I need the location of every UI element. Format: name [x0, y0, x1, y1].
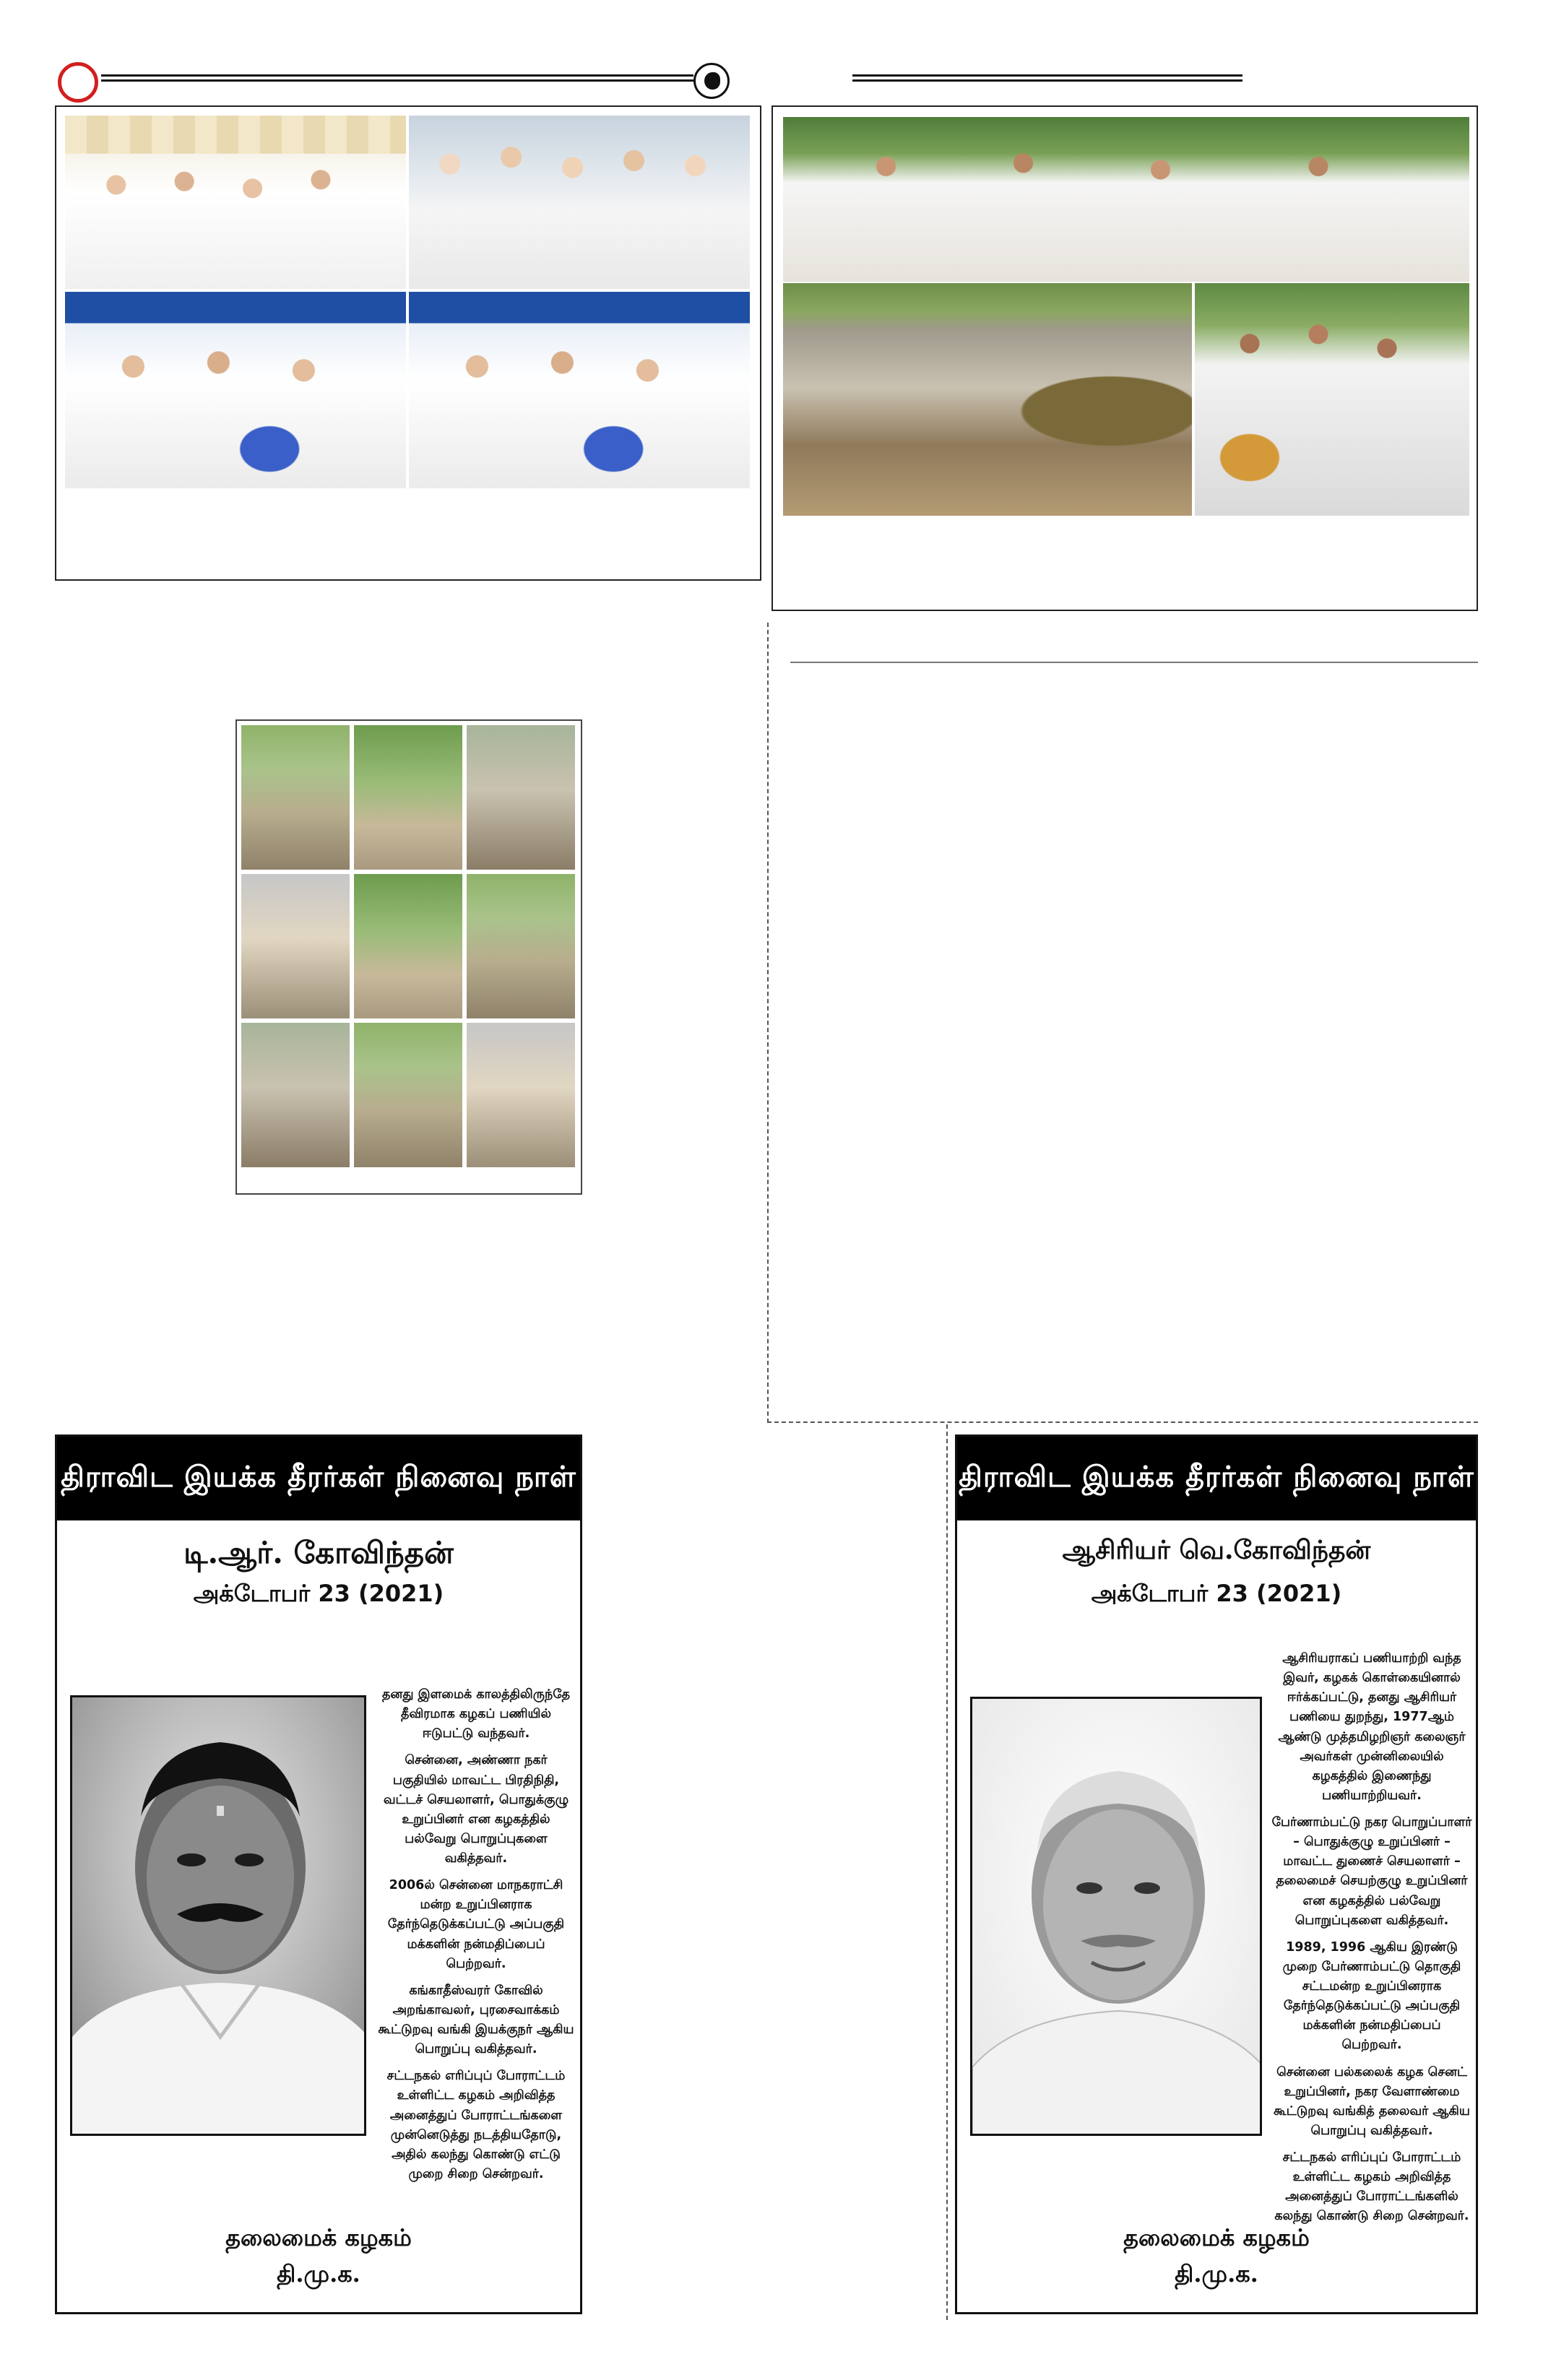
memorial-name: டி.ஆர். கோவிந்தன்	[183, 1535, 454, 1570]
memorial-footer-party: தி.மு.க.	[1175, 2260, 1258, 2288]
memorial-footer-org: தலைமைக் கழகம்	[225, 2224, 412, 2251]
portrait-photo	[70, 1695, 366, 2136]
memorial-date: அக்டோபர் 23 (2021)	[1091, 1580, 1342, 1607]
memorial-box-1	[55, 1435, 582, 2314]
grid-photo-8	[354, 1023, 462, 1167]
memorial-bio	[378, 1685, 574, 2191]
bio-paragraph: தனது இளமைக் காலத்திலிருந்தே தீவிரமாக கழகப் பணியில் ஈடுபட்டு வந்தவர்.	[381, 1687, 571, 1741]
masthead-rule-left	[101, 74, 693, 82]
grid-photo-2	[354, 725, 462, 870]
memorial-box-2	[955, 1435, 1478, 2314]
bio-paragraph: சென்னை, அண்ணா நகர் பகுதியில் மாவட்ட பிரதிநிதி, வட்டச் செயலாளர், பொதுக்குழு உறுப்பினர் என கழகத்தில் பல்வேறு பொறுப்புகளை வகித்தவர்.	[383, 1753, 569, 1866]
photo-frame-left	[55, 105, 761, 581]
bio-paragraph: ஆசிரியராகப் பணியாற்றி வந்த இவர், கழகக் கொள்கையினால் ஈர்க்கப்பட்டு, தனது ஆசிரியர் பணியை துறந்து, 1977ஆம் ஆண்டு முத்தமிழறிஞர் கலைஞர் அவர்கள் முன்னிலையில் கழகத்தில் இணைந்து பணியாற்றியவர்.	[1278, 1651, 1466, 1803]
memorial-name: ஆசிரியர் வெ.கோவிந்தன்	[1062, 1535, 1371, 1565]
grid-photo-6	[467, 874, 575, 1018]
grid-photo-5	[354, 874, 462, 1018]
photo-inspection-2	[1195, 283, 1469, 516]
bio-paragraph: 2006ல் சென்னை மாநகராட்சி மன்ற உறுப்பினராக தேர்ந்தெடுக்கப்பட்டு அப்பகுதி மக்களின் நன்மதிப்பைப் பெற்றவர்.	[387, 1878, 565, 1971]
column-divider-lower	[946, 1424, 948, 2320]
photo-event-1	[65, 116, 406, 289]
column-divider-upper	[767, 623, 769, 1423]
bio-paragraph: கங்காதீஸ்வரர் கோவில் அறங்காவலர், புரசைவாக்கம் கூட்டுறவு வங்கி இயக்குநர் ஆகிய பொறுப்பு வகித்தவர்.	[378, 1983, 574, 2057]
photo-grid-frame	[235, 719, 582, 1195]
photo-event-2	[409, 116, 750, 289]
bio-paragraph: 1989, 1996 ஆகிய இரண்டு முறை பேர்ணாம்பட்டு தொகுதி சட்டமன்ற உறுப்பினராக தேர்ந்தெடுக்கப்பட்டு அப்பகுதி மக்களின் நன்மதிப்பைப் பெற்றவர்.	[1282, 1939, 1461, 2053]
photo-frame-right	[772, 105, 1478, 611]
grid-photo-4	[241, 874, 350, 1018]
memorial-footer-org: தலைமைக் கழகம்	[1123, 2224, 1310, 2251]
section-divider	[767, 1421, 1478, 1423]
emblem-icon	[693, 63, 730, 99]
photo-inspection-1	[783, 117, 1469, 282]
portrait-illustration	[972, 1699, 1262, 2136]
bio-paragraph: சட்டநகல் எரிப்புப் போராட்டம் உள்ளிட்ட கழகம் அறிவித்த அனைத்துப் போராட்டங்களை முன்னெடுத்து நடத்தியதோடு, அதில் கலந்து கொண்டு எட்டு முறை சிறை சென்றவர்.	[386, 2069, 566, 2181]
bio-paragraph: சட்டநகல் எரிப்புப் போராட்டம் உள்ளிட்ட கழகம் அறிவித்த அனைத்துப் போராட்டங்களில் கலந்து கொண்டு சிறை சென்றவர்.	[1274, 2150, 1469, 2224]
bio-paragraph: சென்னை பல்கலைக் கழக செனட் உறுப்பினர், நகர வேளாண்மை கூட்டுறவு வங்கித் தலைவர் ஆகிய பொறுப்பு வகித்தவர்.	[1274, 2064, 1470, 2138]
memorial-header: திராவிட இயக்க தீரர்கள் நினைவு நாள்	[57, 1437, 580, 1520]
photo-event-4	[409, 292, 750, 488]
memorial-bio	[1271, 1649, 1473, 2234]
memorial-date: அக்டோபர் 23 (2021)	[193, 1580, 444, 1607]
masthead-rule-right	[852, 74, 1242, 82]
grid-photo-7	[241, 1023, 350, 1167]
bio-paragraph: பேர்ணாம்பட்டு நகர பொறுப்பாளர் – பொதுக்குழு உறுப்பினர் – மாவட்ட துணைச் செயலாளர் – தலைமைச் செயற்குழு உறுப்பினர் என கழகத்தில் பல்வேறு பொறுப்புகளை வகித்தவர்.	[1271, 1815, 1472, 1928]
photo-event-3	[65, 292, 406, 488]
party-logo-icon	[58, 62, 98, 103]
memorial-header: திராவிட இயக்க தீரர்கள் நினைவு நாள்	[957, 1437, 1476, 1520]
portrait-illustration	[72, 1697, 366, 2136]
memorial-footer-party: தி.மு.க.	[277, 2260, 360, 2288]
grid-photo-3	[467, 725, 575, 870]
grid-photo-9	[467, 1023, 575, 1167]
portrait-photo	[970, 1697, 1262, 2136]
photo-damaged-road	[783, 283, 1192, 516]
grid-photo-1	[241, 725, 350, 870]
article-top-rule	[790, 662, 1478, 663]
